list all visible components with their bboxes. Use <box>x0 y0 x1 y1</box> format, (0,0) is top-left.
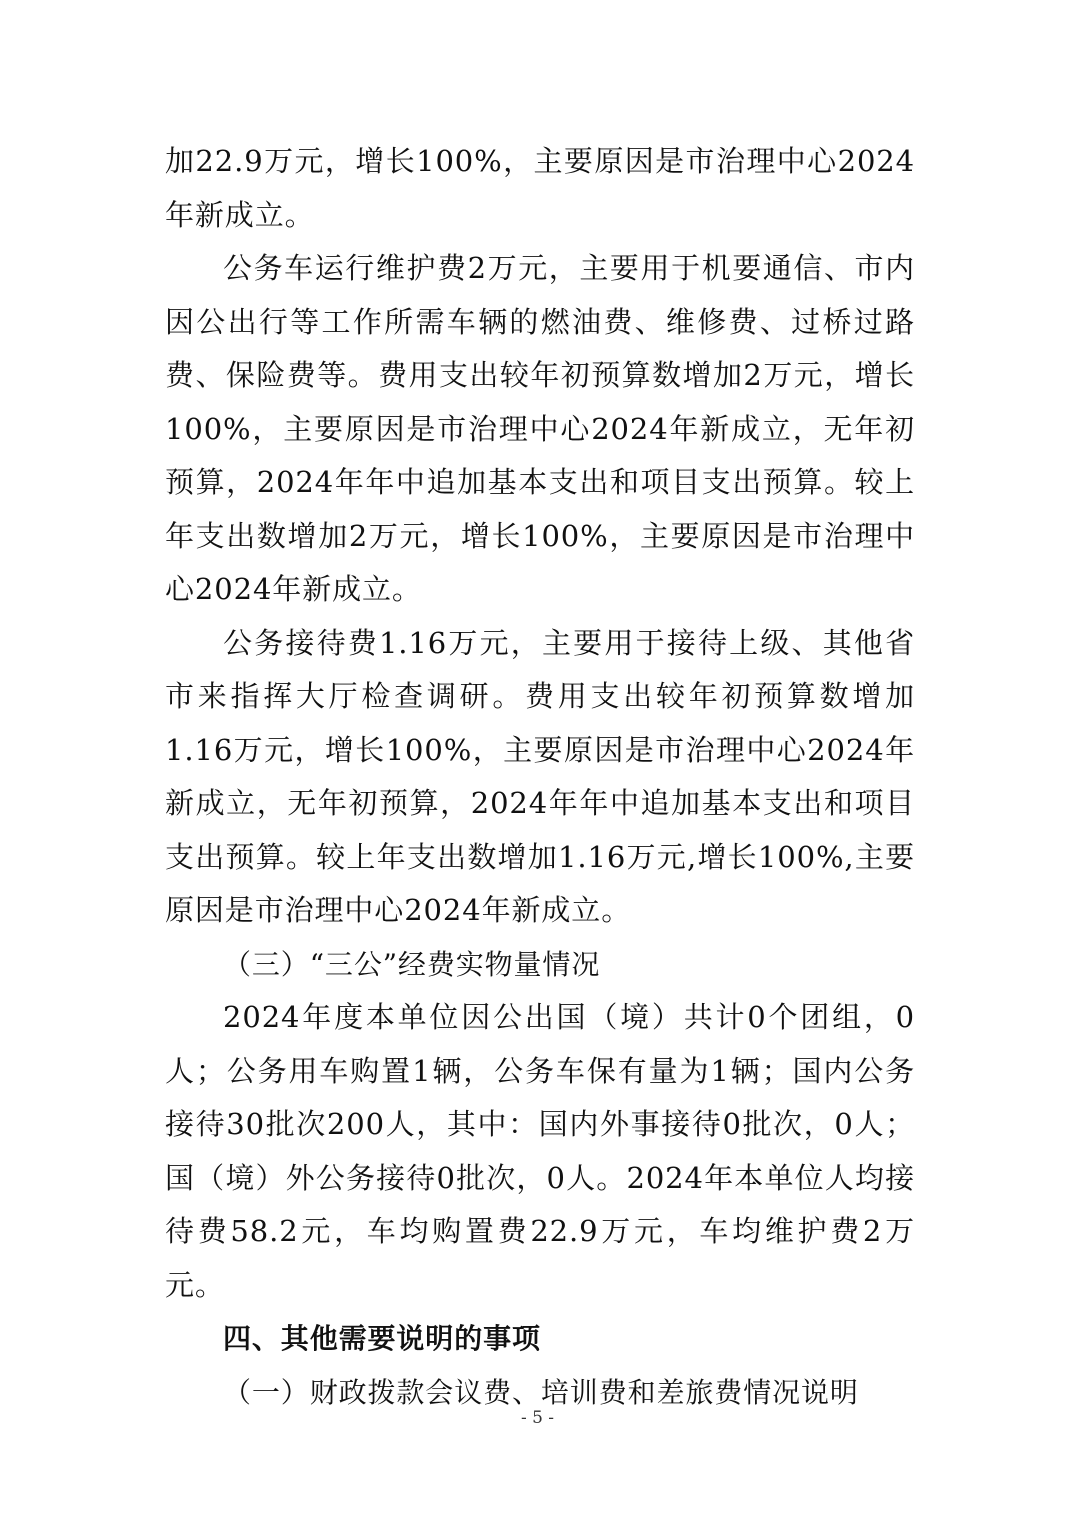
document-body <box>165 135 915 1419</box>
page-number: - 5 - <box>520 1408 555 1428</box>
section-heading-meeting-training-travel: （一）财政拨款会议费、培训费和差旅费情况说明 <box>223 1375 859 1409</box>
paragraph-vehicle-maintenance: 公务车运行维护费2万元，主要用于机要通信、市内因公出行等工作所需车辆的燃油费、维修费、过桥过路费、保险费等。费用支出较年初预算数增加2万元，增长100%，主要原因是市治理中心2024年新成立，无年初预算，2024年年中追加基本支出和项目支出预算。较上年支出数增加2万元，增长100%，主要原因是市治理中心2024年新成立。 <box>165 251 915 606</box>
paragraph-continuation: 加22.9万元，增长100%，主要原因是市治理中心2024年新成立。 <box>165 144 915 232</box>
section-heading-other-matters: 四、其他需要说明的事项 <box>223 1322 541 1355</box>
paragraph-physical-quantity: 2024年度本单位因公出国（境）共计0个团组，0人；公务用车购置1辆，公务车保有量为1辆；国内公务接待30批次200人，其中：国内外事接待0批次，0人；国（境）外公务接待0批次，0人。2024年本单位人均接待费58.2元，车均购置费22.9万元，车均维护费2万元。 <box>165 1000 915 1302</box>
paragraph-reception-expense: 公务接待费1.16万元，主要用于接待上级、其他省市来指挥大厅检查调研。费用支出较年初预算数增加1.16万元，增长100%，主要原因是市治理中心2024年新成立，无年初预算，2024年年中追加基本支出和项目支出预算。较上年支出数增加1.16万元,增长100%,主要原因是市治理中心2024年新成立。 <box>165 625 915 927</box>
section-heading-physical-quantity: （三）“三公”经费实物量情况 <box>223 947 601 981</box>
